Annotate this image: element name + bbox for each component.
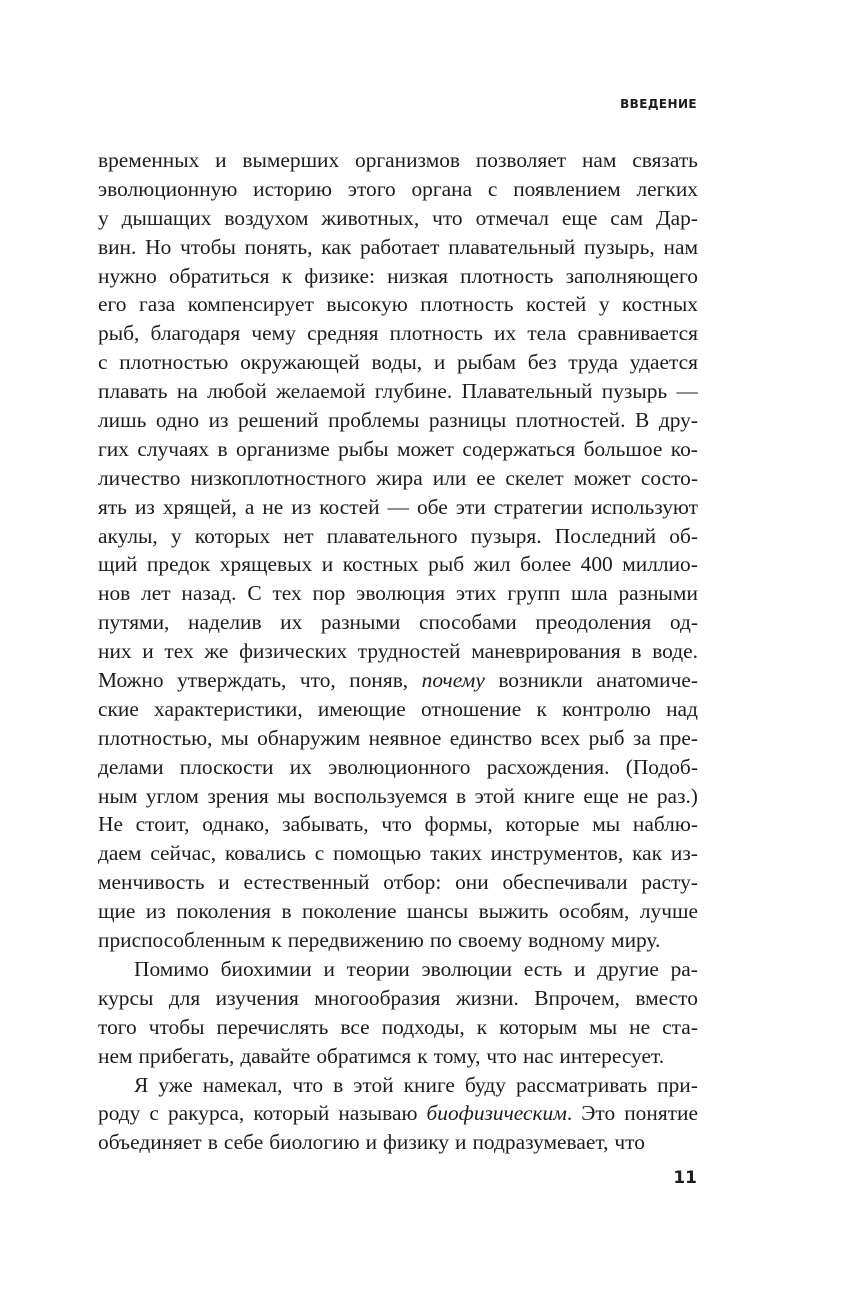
text-line: плотностью, мы обнаружим неявное единство всех рыб за пре-: [98, 725, 698, 750]
text-line: ять из хрящей, а не из костей — обе эти стратегии используют: [98, 494, 698, 519]
text-line: вин. Но чтобы понять, как работает плавательный пузырь, нам: [98, 234, 698, 259]
text-line: рыб, благодаря чему средняя плотность их тела сравнивается: [98, 321, 698, 346]
text-line: роду с ракурса, который называю биофизическим. Это понятие: [98, 1101, 698, 1126]
text-line: с плотностью окружающей воды, и рыбам без труда удается: [98, 350, 698, 375]
paragraph: [98, 1071, 698, 1158]
text-line: лишь одно из решений проблемы разницы плотностей. В дру-: [98, 408, 698, 433]
paragraph: [98, 955, 698, 1071]
text-line: курсы для изучения многообразия жизни. Впрочем, вместо: [98, 985, 698, 1010]
text-line: ские характеристики, имеющие отношение к контролю над: [98, 696, 698, 721]
text-line: плавать на любой желаемой глубине. Плавательный пузырь —: [98, 379, 698, 404]
text-line: менчивость и естественный отбор: они обеспечивали расту-: [98, 870, 698, 895]
running-head: ВВЕДЕНИЕ: [620, 97, 697, 111]
text-line: эволюционную историю этого органа с появлением легких: [98, 176, 698, 201]
text-line: нов лет назад. С тех пор эволюция этих групп шла разными: [98, 581, 698, 606]
text-line: щие из поколения в поколение шансы выжить особям, лучше: [98, 899, 698, 924]
text-line: его газа компенсирует высокую плотность костей у костных: [98, 292, 698, 317]
text-line: акулы, у которых нет плавательного пузыря. Последний об-: [98, 523, 698, 548]
text-line: нем прибегать, давайте обратимся к тому, что нас интересует.: [98, 1043, 665, 1068]
text-line: них и тех же физических трудностей маневрирования в воде.: [98, 639, 698, 664]
body-text: [98, 146, 698, 1157]
text-line: нужно обратиться к физике: низкая плотность заполняющего: [98, 263, 698, 288]
text-line: делами плоскости их эволюционного расхождения. (Подоб-: [98, 754, 698, 779]
paragraph: [98, 146, 698, 955]
text-line: даем сейчас, ковались с помощью таких инструментов, как из-: [98, 841, 698, 866]
text-line: Помимо биохимии и теории эволюции есть и другие ра-: [134, 956, 698, 981]
text-line: у дышащих воздухом животных, что отмечал еще сам Дар-: [98, 205, 698, 230]
text-line: путями, наделив их разными способами преодоления од-: [98, 610, 698, 635]
text-line: приспособленным к передвижению по своему водному миру.: [98, 928, 661, 953]
text-line: Не стоит, однако, забывать, что формы, которые мы наблю-: [98, 812, 698, 837]
text-line: временных и вымерших организмов позволяет нам связать: [98, 148, 698, 172]
text-line: гих случаях в организме рыбы может содержаться большое ко-: [98, 436, 698, 461]
text-line: щий предок хрящевых и костных рыб жил более 400 миллио-: [98, 552, 698, 577]
text-line: личество низкоплотностного жира или ее скелет может состо-: [98, 465, 698, 490]
text-line: того чтобы перечислять все подходы, к которым мы не ста-: [98, 1014, 698, 1039]
text-line: ным углом зрения мы воспользуемся в этой книге еще не раз.): [98, 783, 698, 808]
text-line: объединяет в себе биологию и физику и подразумевает, что: [98, 1130, 645, 1155]
text-line: Можно утверждать, что, поняв, почему возникли анатомиче-: [98, 668, 698, 693]
page-number: 11: [673, 1168, 697, 1188]
text-line: Я уже намекал, что в этой книге буду рассматривать при-: [134, 1072, 698, 1097]
